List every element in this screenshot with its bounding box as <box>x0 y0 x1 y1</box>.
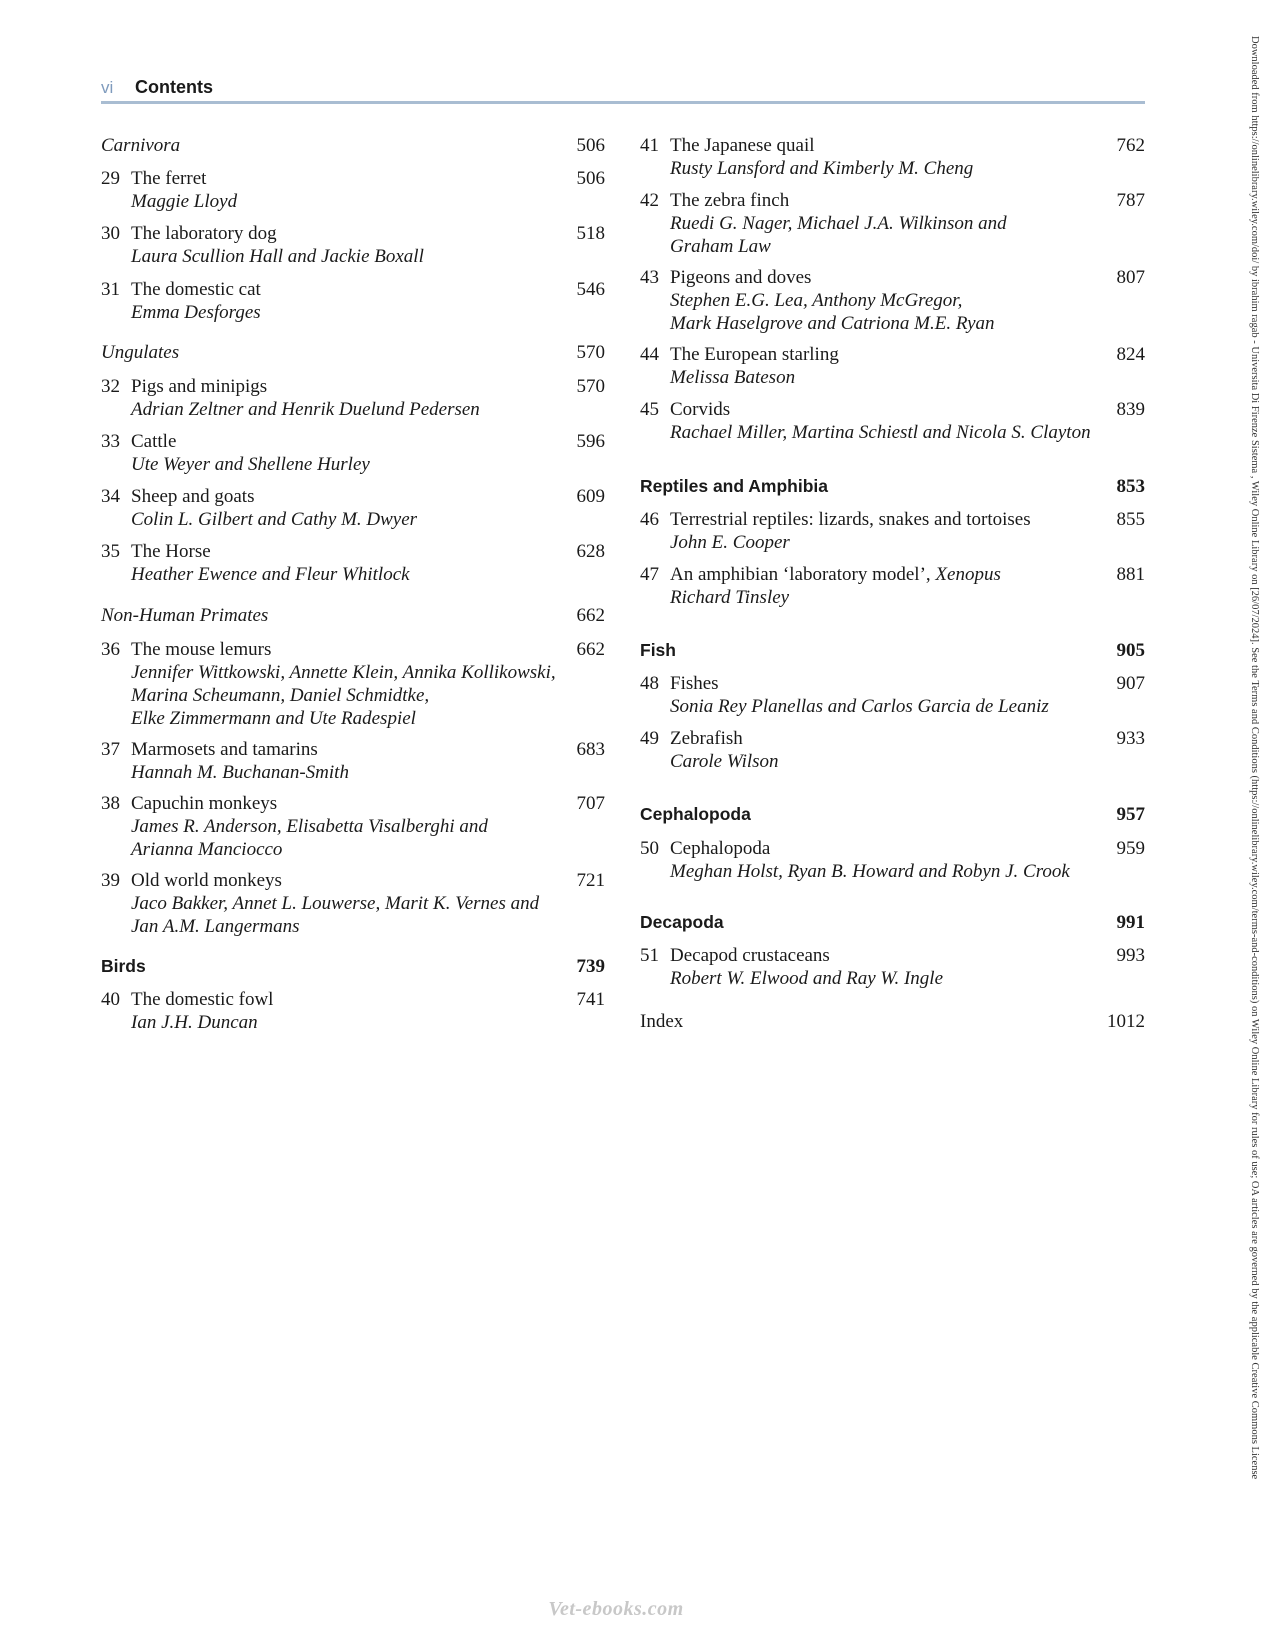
section-page: 506 <box>576 135 605 156</box>
author-line: Arianna Manciocco <box>131 839 283 860</box>
chapter-title <box>670 672 719 695</box>
chapter-title <box>131 638 271 661</box>
chapter-title-text: The laboratory dog <box>131 223 277 244</box>
chapter-title <box>670 508 1031 531</box>
author-line: Jan A.M. Langermans <box>131 916 300 937</box>
chapter-authors <box>670 289 1120 335</box>
chapter-authors <box>670 586 1120 609</box>
section-name: Reptiles and Amphibia <box>640 476 828 496</box>
section-page: 853 <box>1116 476 1145 497</box>
section-page: 1012 <box>1107 1011 1145 1032</box>
chapter-page: 881 <box>1116 564 1145 585</box>
chapter-number: 39 <box>101 870 120 891</box>
chapter-number: 36 <box>101 639 120 660</box>
index-label: Index <box>640 1011 684 1032</box>
download-notice: Downloaded from https://onlinelibrary.wiley.com/doi/ by ibrahim ragab - Universita Di Firenze Sistema , Wiley Online Library on [26/07/2024]. See the Terms and Conditions (https://onlinelibrary.wiley.com/terms-and-conditions) on Wiley Online Library for rules of use; OA articles are governed by the applicable Creative Commons License <box>1249 36 1260 1480</box>
author-line: Colin L. Gilbert and Cathy M. Dwyer <box>131 509 418 530</box>
header-rule <box>101 101 1145 104</box>
author-line: Robert W. Elwood and Ray W. Ingle <box>670 968 944 989</box>
chapter-title <box>131 988 273 1011</box>
author-line: Stephen E.G. Lea, Anthony McGregor, <box>670 290 963 311</box>
section-page: 991 <box>1116 912 1145 933</box>
section-page: 662 <box>576 605 605 626</box>
author-line: John E. Cooper <box>670 532 790 553</box>
author-line: Adrian Zeltner and Henrik Duelund Pedersen <box>131 399 480 420</box>
chapter-page: 683 <box>576 739 605 760</box>
chapter-authors <box>670 366 1120 389</box>
chapter-title-text: An amphibian ‘laboratory model’, <box>670 564 936 585</box>
author-line: Rusty Lansford and Kimberly M. Cheng <box>670 158 974 179</box>
author-line: Graham Law <box>670 236 771 257</box>
chapter-title <box>670 398 730 421</box>
chapter-title-text: The European starling <box>670 344 839 365</box>
chapter-page: 506 <box>576 168 605 189</box>
chapter-title-text: Capuchin monkeys <box>131 793 278 814</box>
toc-section-decapoda[interactable] <box>640 911 1145 934</box>
chapter-title <box>131 540 211 563</box>
toc-section-carnivora[interactable] <box>101 134 605 157</box>
chapter-authors <box>131 190 581 213</box>
chapter-authors <box>131 815 581 861</box>
chapter-page: 721 <box>576 870 605 891</box>
section-name: Decapoda <box>640 912 724 932</box>
section-name: Carnivora <box>101 135 181 156</box>
chapter-title <box>131 430 176 453</box>
chapter-number: 35 <box>101 541 120 562</box>
author-line: Elke Zimmermann and Ute Radespiel <box>131 708 416 729</box>
author-line: Laura Scullion Hall and Jackie Boxall <box>131 246 424 267</box>
author-line: Meghan Holst, Ryan B. Howard and Robyn J. Crook <box>670 861 1070 882</box>
chapter-title-text: Cephalopoda <box>670 838 771 859</box>
chapter-page: 807 <box>1116 267 1145 288</box>
chapter-title <box>131 278 261 301</box>
chapter-authors <box>131 563 581 586</box>
section-name: Non-Human Primates <box>101 605 269 626</box>
running-header <box>101 74 1145 102</box>
toc-section-birds[interactable] <box>101 955 605 978</box>
chapter-title <box>670 343 839 366</box>
chapter-number: 48 <box>640 673 659 694</box>
chapter-title <box>131 485 254 508</box>
chapter-authors <box>670 695 1120 718</box>
chapter-title <box>670 944 830 967</box>
chapter-authors <box>131 508 581 531</box>
chapter-number: 51 <box>640 945 659 966</box>
chapter-title <box>670 563 1001 586</box>
chapter-page: 787 <box>1116 190 1145 211</box>
chapter-authors <box>670 860 1120 883</box>
chapter-page: 570 <box>576 376 605 397</box>
chapter-number: 45 <box>640 399 659 420</box>
chapter-title-text: Decapod crustaceans <box>670 945 830 966</box>
chapter-page: 839 <box>1116 399 1145 420</box>
toc-section-cephalopoda[interactable] <box>640 803 1145 826</box>
chapter-authors <box>670 212 1120 258</box>
toc-index[interactable] <box>640 1010 1145 1033</box>
chapter-title <box>670 266 811 289</box>
chapter-title <box>131 375 267 398</box>
chapter-number: 49 <box>640 728 659 749</box>
author-line: Jaco Bakker, Annet L. Louwerse, Marit K. Vernes and <box>131 893 540 914</box>
author-line: Ute Weyer and Shellene Hurley <box>131 454 370 475</box>
chapter-authors <box>670 750 1120 773</box>
author-line: Maggie Lloyd <box>131 191 238 212</box>
author-line: Ruedi G. Nager, Michael J.A. Wilkinson and <box>670 213 1007 234</box>
chapter-title-text: The mouse lemurs <box>131 639 272 660</box>
author-line: Rachael Miller, Martina Schiestl and Nicola S. Clayton <box>670 422 1091 443</box>
chapter-title <box>131 222 277 245</box>
chapter-title <box>131 792 277 815</box>
chapter-title-text: Pigeons and doves <box>670 267 812 288</box>
chapter-title-text: Zebrafish <box>670 728 743 749</box>
chapter-authors <box>131 453 581 476</box>
chapter-title <box>131 738 318 761</box>
chapter-authors <box>131 661 581 730</box>
chapter-number: 30 <box>101 223 120 244</box>
chapter-page: 628 <box>576 541 605 562</box>
toc-section-non-human-primates[interactable] <box>101 604 605 627</box>
chapter-title-text: Cattle <box>131 431 177 452</box>
chapter-number: 29 <box>101 168 120 189</box>
chapter-authors <box>670 531 1120 554</box>
chapter-title-text: The domestic cat <box>131 279 261 300</box>
chapter-title-text: The zebra finch <box>670 190 790 211</box>
section-name: Ungulates <box>101 342 180 363</box>
chapter-number: 37 <box>101 739 120 760</box>
author-line: Jennifer Wittkowski, Annette Klein, Annika Kollikowski, <box>131 662 556 683</box>
chapter-number: 42 <box>640 190 659 211</box>
section-name: Cephalopoda <box>640 804 751 824</box>
chapter-title-text: The ferret <box>131 168 207 189</box>
chapter-title-text: The Japanese quail <box>670 135 815 156</box>
chapter-authors <box>131 301 581 324</box>
chapter-authors <box>670 421 1120 444</box>
chapter-title-text: Pigs and minipigs <box>131 376 268 397</box>
chapter-title-italic: Xenopus <box>935 564 1001 585</box>
section-page: 570 <box>576 342 605 363</box>
chapter-number: 31 <box>101 279 120 300</box>
chapter-title-text: Marmosets and tamarins <box>131 739 318 760</box>
chapter-title-text: Corvids <box>670 399 731 420</box>
chapter-title-text: Fishes <box>670 673 719 694</box>
chapter-number: 46 <box>640 509 659 530</box>
chapter-authors <box>670 157 1120 180</box>
section-page: 905 <box>1116 640 1145 661</box>
chapter-title <box>131 869 282 892</box>
chapter-page: 662 <box>576 639 605 660</box>
author-line: Carole Wilson <box>670 751 779 772</box>
chapter-number: 41 <box>640 135 659 156</box>
section-name: Fish <box>640 640 676 660</box>
chapter-title <box>670 134 815 157</box>
chapter-title <box>670 727 743 750</box>
chapter-page: 741 <box>576 989 605 1010</box>
vet-ebooks-logo: Vet-ebooks.com <box>548 1598 684 1620</box>
chapter-number: 33 <box>101 431 120 452</box>
chapter-number: 38 <box>101 793 120 814</box>
chapter-page: 609 <box>576 486 605 507</box>
chapter-page: 518 <box>576 223 605 244</box>
author-line: Hannah M. Buchanan-Smith <box>131 762 349 783</box>
chapter-page: 933 <box>1116 728 1145 749</box>
chapter-number: 32 <box>101 376 120 397</box>
chapter-authors <box>670 967 1120 990</box>
chapter-page: 596 <box>576 431 605 452</box>
author-line: Marina Scheumann, Daniel Schmidtke, <box>131 685 430 706</box>
section-page: 957 <box>1116 804 1145 825</box>
chapter-title-text: The domestic fowl <box>131 989 274 1010</box>
chapter-title-text: Terrestrial reptiles: lizards, snakes and tortoises <box>670 509 1031 530</box>
chapter-number: 50 <box>640 838 659 859</box>
author-line: James R. Anderson, Elisabetta Visalberghi and <box>131 816 488 837</box>
chapter-page: 546 <box>576 279 605 300</box>
toc-section-reptiles-and-amphibia[interactable] <box>640 475 1145 498</box>
chapter-page: 762 <box>1116 135 1145 156</box>
author-line: Richard Tinsley <box>670 587 790 608</box>
chapter-page: 993 <box>1116 945 1145 966</box>
chapter-page: 824 <box>1116 344 1145 365</box>
section-name: Birds <box>101 956 146 976</box>
section-page: 739 <box>576 956 605 977</box>
toc-section-fish[interactable] <box>640 639 1145 662</box>
chapter-number: 40 <box>101 989 120 1010</box>
chapter-authors <box>131 892 581 938</box>
author-line: Sonia Rey Planellas and Carlos Garcia de Leaniz <box>670 696 1049 717</box>
chapter-title-text: The Horse <box>131 541 211 562</box>
page-title: Contents <box>135 77 213 97</box>
chapter-number: 44 <box>640 344 659 365</box>
chapter-title <box>670 189 789 212</box>
chapter-title-text: Old world monkeys <box>131 870 282 891</box>
chapter-number: 47 <box>640 564 659 585</box>
author-line: Mark Haselgrove and Catriona M.E. Ryan <box>670 313 995 334</box>
chapter-authors <box>131 398 581 421</box>
chapter-title-text: Sheep and goats <box>131 486 255 507</box>
chapter-authors <box>131 761 581 784</box>
page-number: vi <box>101 78 114 97</box>
chapter-page: 907 <box>1116 673 1145 694</box>
author-line: Heather Ewence and Fleur Whitlock <box>131 564 410 585</box>
author-line: Ian J.H. Duncan <box>131 1012 258 1033</box>
chapter-title <box>670 837 770 860</box>
chapter-page: 855 <box>1116 509 1145 530</box>
chapter-authors <box>131 245 581 268</box>
chapter-title <box>131 167 206 190</box>
author-line: Melissa Bateson <box>670 367 796 388</box>
author-line: Emma Desforges <box>131 302 261 323</box>
chapter-page: 707 <box>576 793 605 814</box>
toc-section-ungulates[interactable] <box>101 341 605 364</box>
chapter-number: 34 <box>101 486 120 507</box>
chapter-page: 959 <box>1116 838 1145 859</box>
chapter-authors <box>131 1011 581 1034</box>
chapter-number: 43 <box>640 267 659 288</box>
